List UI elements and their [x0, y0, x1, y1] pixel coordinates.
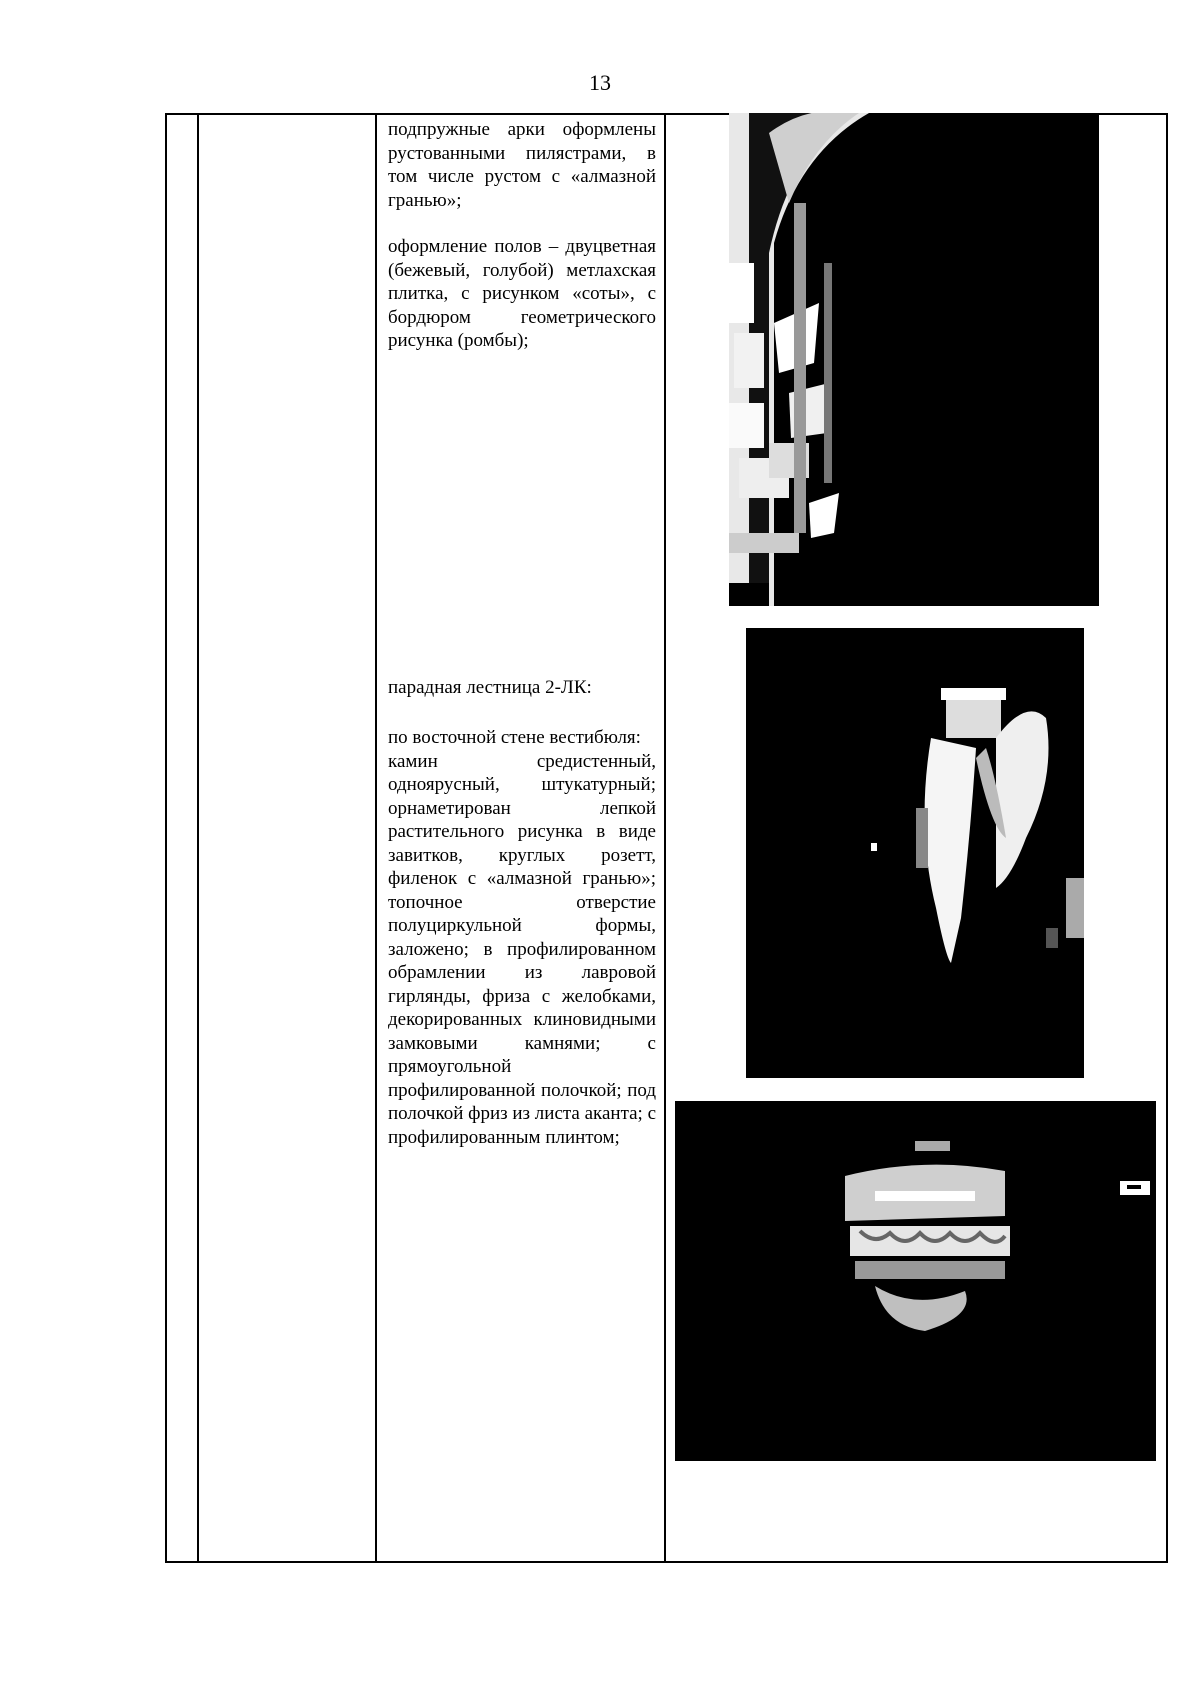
- page-number: 13: [589, 70, 611, 95]
- description-block-staircase: [388, 676, 656, 700]
- description-paragraph: оформление полов – двуцветная (бежевый, голубой) метлахская плитка, с рисунком «соты», с бордюром геометрического рисунка (ромбы);: [388, 236, 656, 351]
- table-column-divider-2: [375, 113, 377, 1563]
- fireplace-detail-photo: [675, 1101, 1156, 1461]
- description-paragraph: по восточной стене вестибюля:: [388, 727, 641, 748]
- description-block-fireplace: [388, 726, 656, 1149]
- description-block-floors: [388, 235, 656, 353]
- table-column-divider-1: [197, 113, 199, 1563]
- fireplace-photo: [746, 628, 1084, 1078]
- description-paragraph: подпружные арки оформлены рустованными пилястрами, в том числе рустом с «алмазной гранью»;: [388, 119, 656, 211]
- table-column-divider-3: [664, 113, 666, 1563]
- description-block-arches: [388, 118, 656, 212]
- arch-pilasters-photo: [729, 113, 1099, 606]
- description-paragraph: камин средистенный, одноярусный, штукатурный; орнаметирован лепкой растительного рисунка в виде завитков, круглых розетт, филенок с «алмазной гранью»; топочное отверстие полуциркульной формы, заложено; в профилированном обрамлении из лавровой гирлянды, фриза с желобками, декорированных клиновидными замковыми камнями; с прямоугольной профилированной полочкой; под полочкой фриз из листа аканта; с профилированным плинтом;: [388, 750, 657, 1148]
- description-paragraph: парадная лестница 2-ЛК:: [388, 677, 592, 698]
